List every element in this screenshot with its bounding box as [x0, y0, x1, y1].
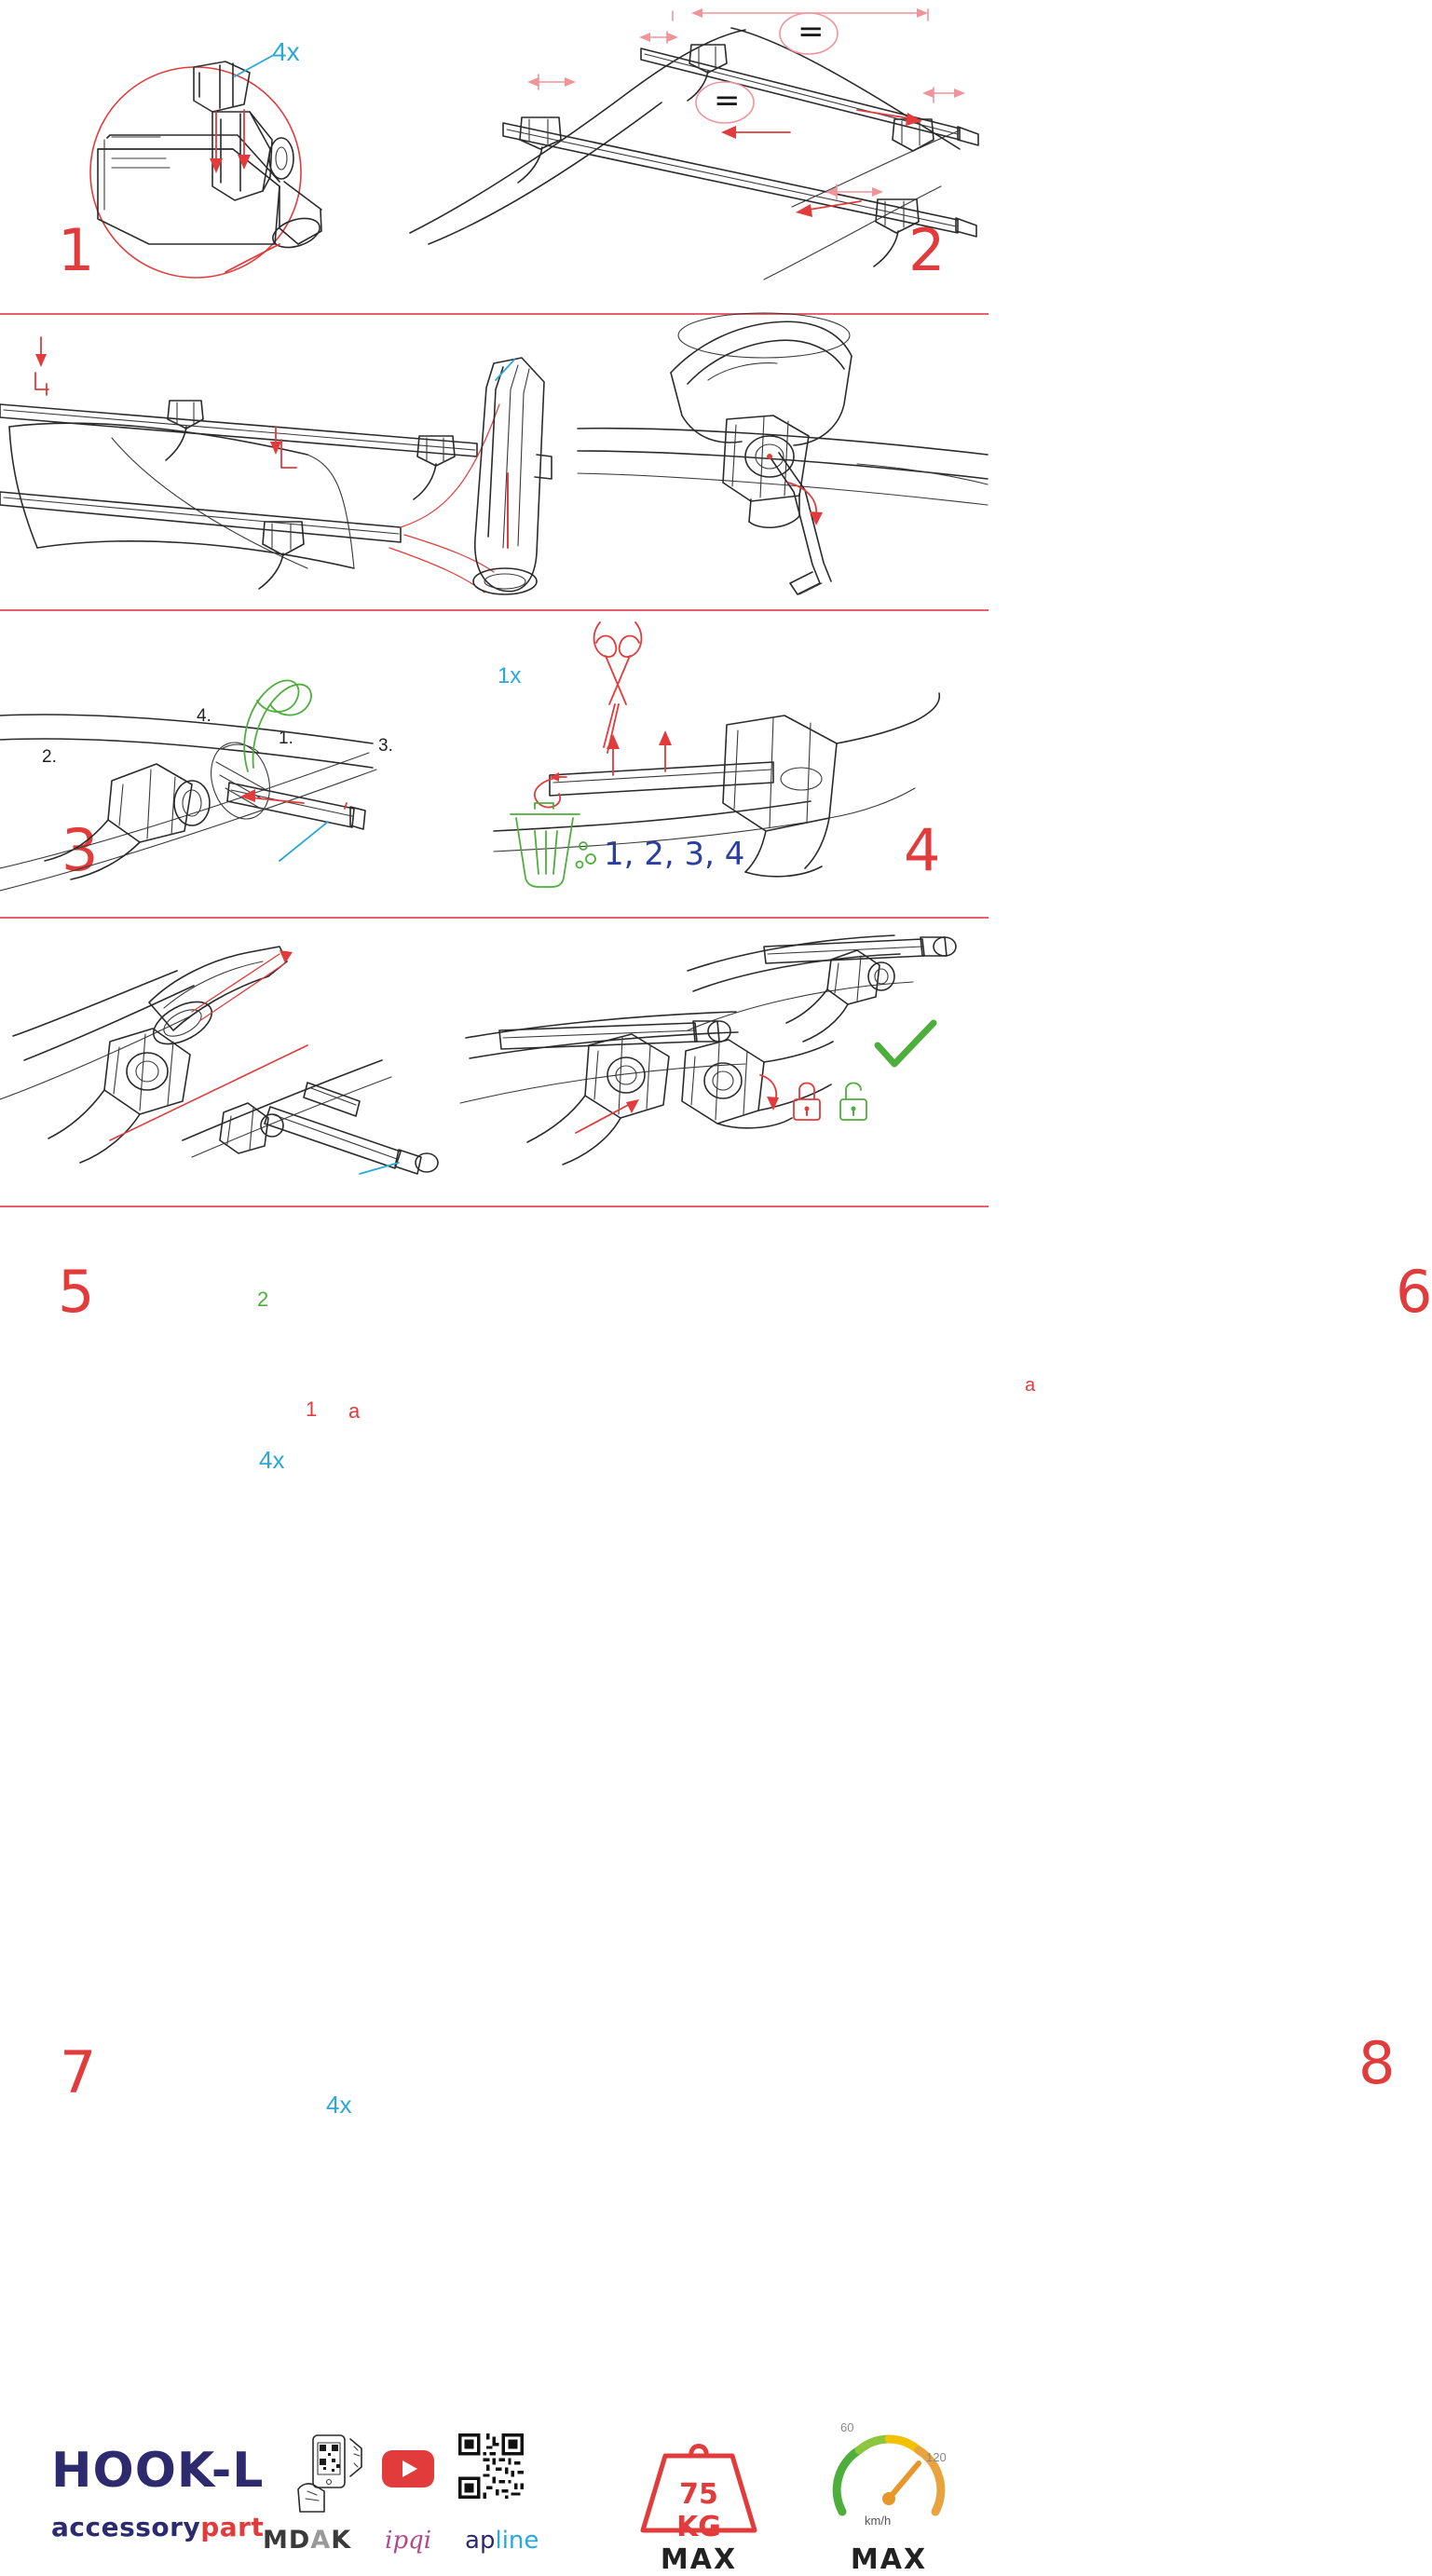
step-8-illustration [457, 919, 989, 1206]
step-5-illustration [0, 611, 494, 917]
step-4-panel [578, 315, 989, 884]
youtube-icon[interactable] [382, 2450, 434, 2487]
step-8-panel [457, 919, 1396, 2097]
step-7-number: 7 [60, 2038, 97, 2106]
logo-mdak-md: MD [263, 2526, 311, 2555]
step-3-order-2: 2. [42, 747, 57, 767]
step-2-number: 2 [908, 216, 946, 284]
step-6-callout-a: a [1025, 1375, 1036, 1396]
step-5-panel [0, 611, 494, 1474]
step-5-label-4x: 4x [259, 1446, 285, 1474]
brand-subtitle [51, 2512, 264, 2542]
step-6-illustration [494, 611, 989, 917]
step-2-illustration [401, 0, 989, 313]
logo-mdak-k: K [331, 2526, 352, 2555]
step-2-equal-top: = [798, 13, 825, 50]
step-4-illustration [578, 315, 989, 609]
step-3-order-4: 4. [197, 706, 211, 726]
step-1-number: 1 [58, 216, 95, 284]
step-8-number: 8 [1358, 2029, 1396, 2097]
speed-tick-120: 120 [926, 2450, 947, 2464]
brand-sub-accessory: accessory [51, 2512, 201, 2542]
step-3-label-1x: 1x [498, 663, 522, 688]
step-7-panel [0, 919, 475, 2119]
step-7-label-4x: 4x [326, 2091, 352, 2119]
logo-mdak-a: A [310, 2526, 332, 2555]
step-3-illustration [0, 315, 578, 609]
step-5-callout-1: 1 [306, 1397, 318, 1421]
max-load-caption: MAX [660, 2543, 738, 2576]
logo-ipqi: ipqi [385, 2527, 432, 2555]
tighten-sequence-text: 1, 2, 3, 4 [604, 836, 745, 873]
logo-mdak [263, 2526, 351, 2555]
logo-apline-line: line [495, 2527, 539, 2555]
brand-block [51, 2443, 265, 2542]
partner-logos [263, 2526, 539, 2555]
step-6-number: 6 [1396, 1258, 1432, 1326]
max-load-value: 75 KG [676, 2478, 721, 2543]
step-2-equal-middle: = [714, 82, 741, 119]
step-5-callout-a: a [348, 1399, 361, 1423]
step-3-number: 3 [61, 816, 99, 884]
step-5-number: 5 [58, 1258, 95, 1326]
step-3-panel [0, 315, 578, 884]
max-speed-caption: MAX [850, 2543, 928, 2576]
scan-qr-phone-icon [296, 2433, 369, 2514]
brand-sub-part: part [200, 2512, 265, 2542]
speed-unit-label: km/h [865, 2514, 892, 2528]
step-7-illustration [0, 919, 475, 1206]
logo-apline [465, 2527, 539, 2555]
brand-title: HOOK-L [51, 2443, 265, 2499]
step-1-label-4x: 4x [272, 37, 300, 66]
step-5-callout-2: 2 [257, 1288, 269, 1311]
speed-tick-60: 60 [840, 2420, 854, 2434]
step-3-order-3: 3. [378, 736, 393, 756]
step-3-order-1: 1. [279, 729, 293, 748]
step-6-panel [494, 611, 1432, 1396]
step-4-number: 4 [904, 816, 941, 884]
qr-code [458, 2433, 524, 2499]
step-2-panel [401, 0, 989, 313]
logo-apline-ap: ap [465, 2527, 496, 2555]
